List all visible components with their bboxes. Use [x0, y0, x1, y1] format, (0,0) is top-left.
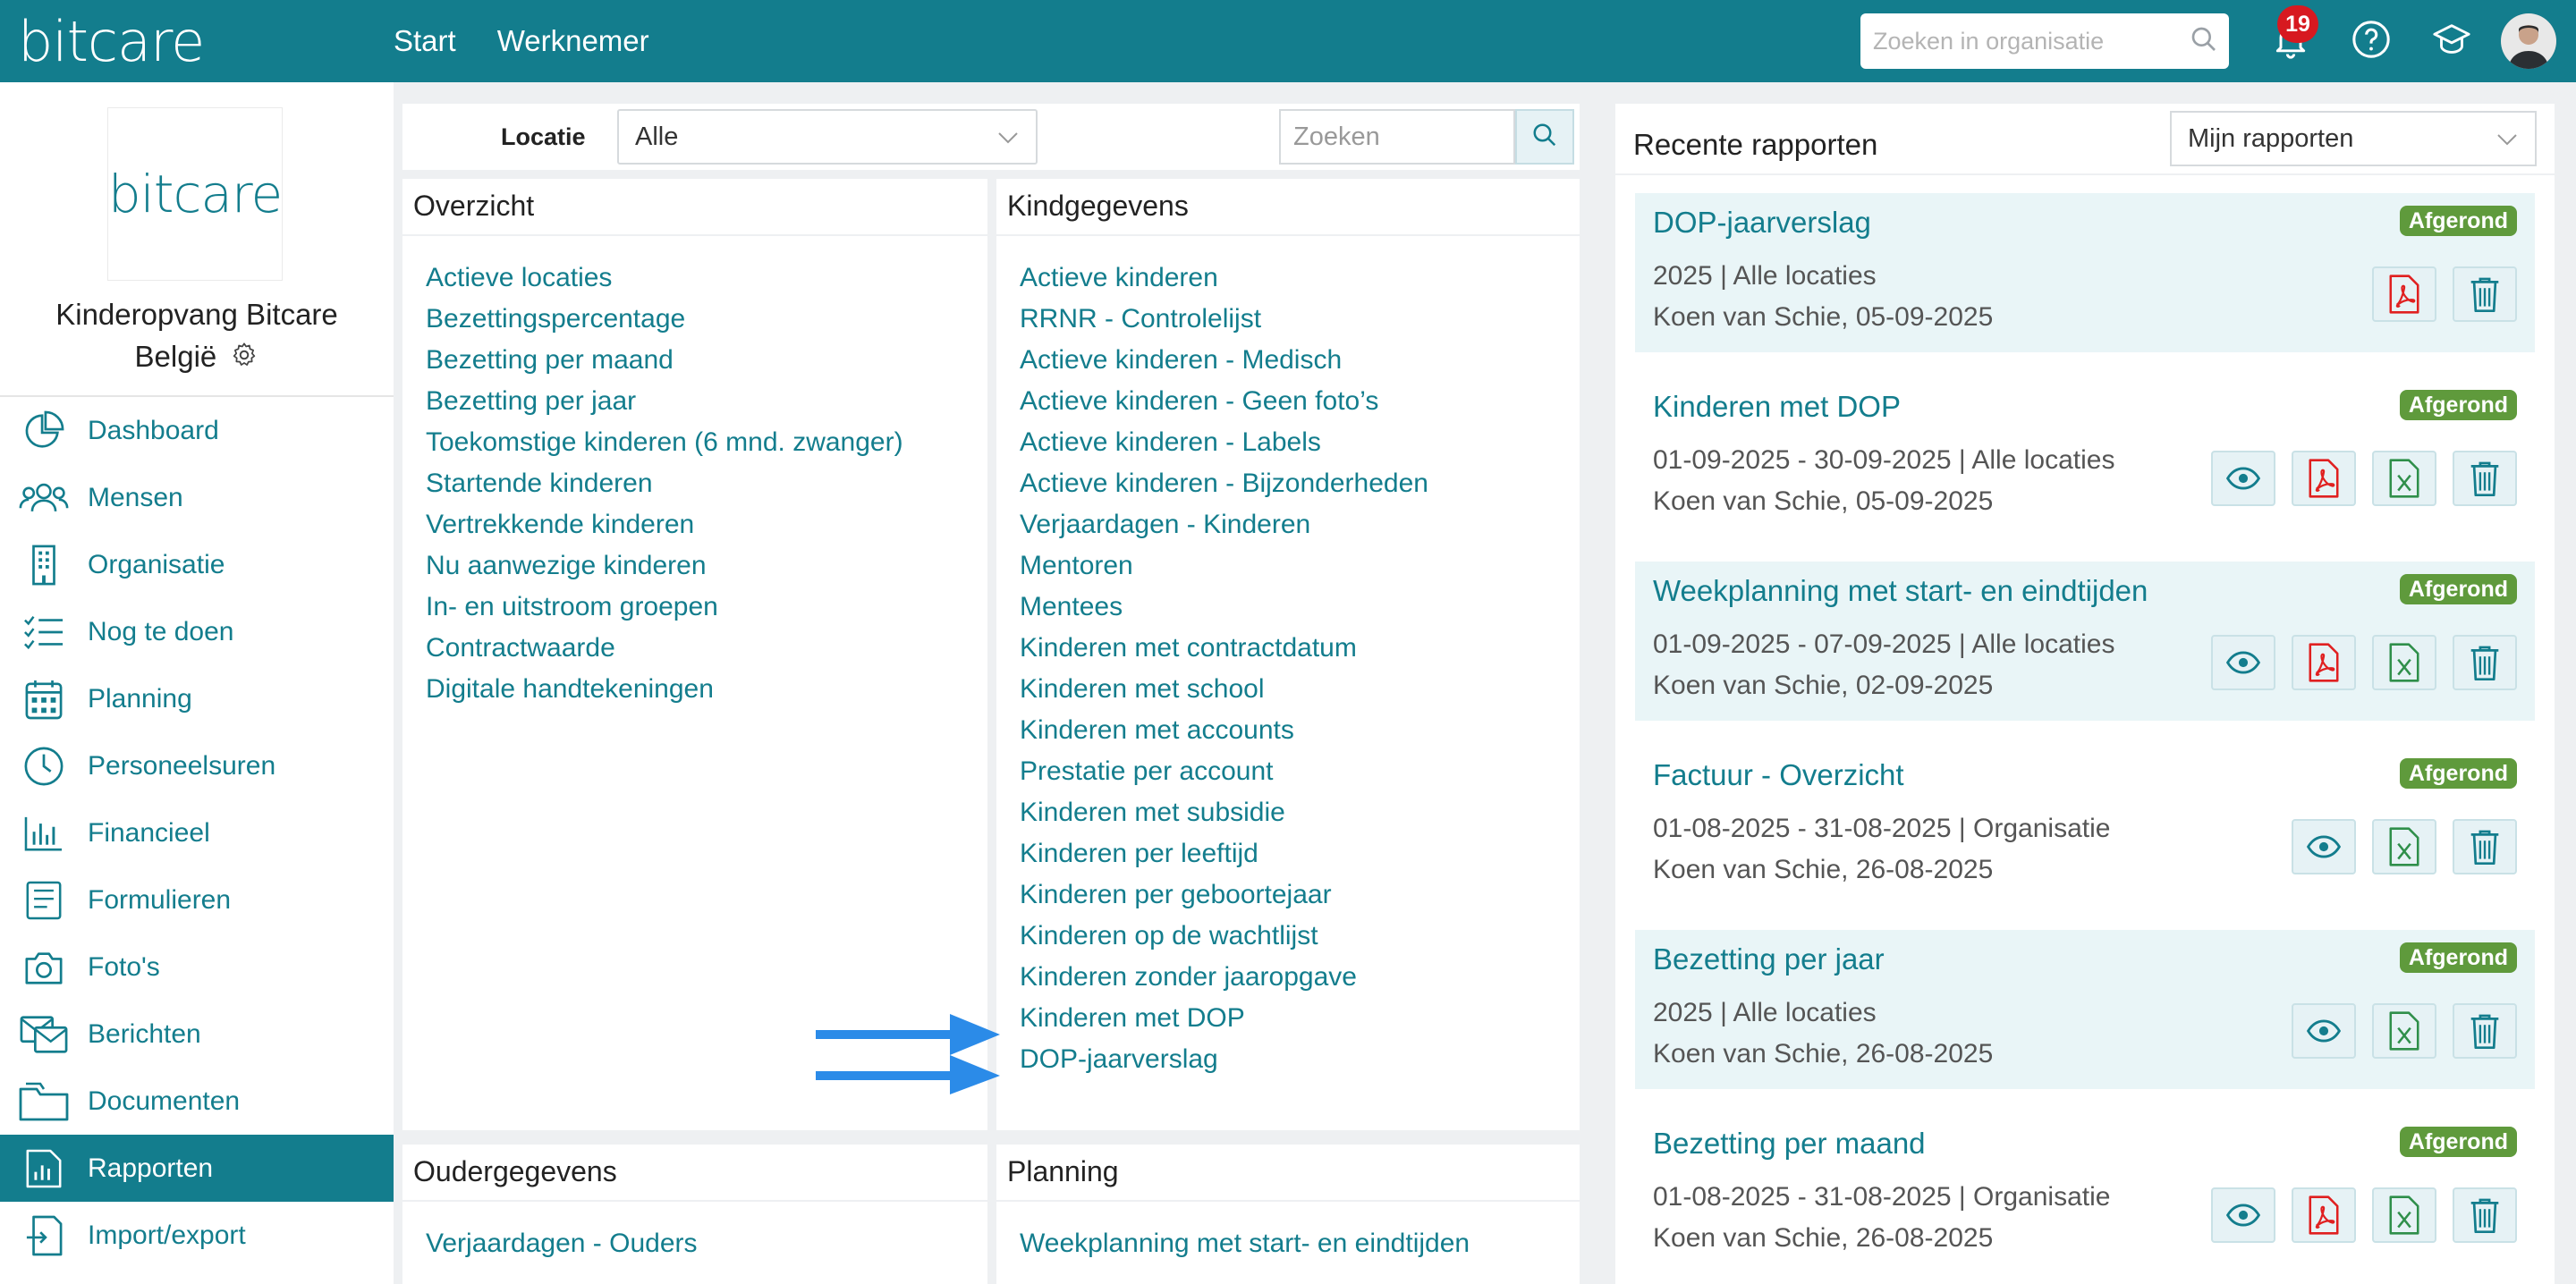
arrow-dop-jaarverslag	[816, 1055, 1000, 1094]
excel-icon	[2389, 827, 2419, 866]
report-actions	[2211, 451, 2517, 506]
trash-icon	[2470, 1012, 2500, 1050]
kindgegevens-title: Kindgegevens	[996, 179, 1580, 236]
sidebar-item-label: Personeelsuren	[88, 750, 276, 781]
report-link[interactable]: Kinderen met school	[1020, 674, 1265, 704]
report-author-date: Koen van Schie, 26-08-2025	[1653, 855, 1994, 884]
folder-icon	[18, 1079, 70, 1124]
report-search-box	[1279, 109, 1515, 165]
sidebar-item-rapporten[interactable]	[0, 1135, 394, 1202]
report-title[interactable]: Weekplanning met start- en eindtijden	[1653, 574, 2148, 607]
report-link[interactable]: Vertrekkende kinderen	[426, 510, 695, 539]
report-link[interactable]: Nu aanwezige kinderen	[426, 551, 707, 580]
report-link[interactable]: Bezettingspercentage	[426, 304, 686, 334]
sidebar-item-label: Mensen	[88, 482, 183, 512]
location-label: Locatie	[501, 123, 586, 150]
pdf-download-button[interactable]	[2292, 451, 2356, 506]
report-link[interactable]: DOP-jaarverslag	[1020, 1044, 1218, 1074]
excel-download-button[interactable]	[2372, 1003, 2436, 1059]
delete-button[interactable]	[2453, 451, 2517, 506]
pdf-icon	[2309, 643, 2339, 682]
delete-button[interactable]	[2453, 266, 2517, 322]
status-badge: Afgerond	[2400, 390, 2517, 420]
oudergegevens-title: Oudergegevens	[402, 1145, 987, 1202]
report-title[interactable]: Factuur - Overzicht	[1653, 758, 1904, 791]
report-link[interactable]: Bezetting per maand	[426, 345, 674, 375]
sidebar-item-label: Foto's	[88, 951, 160, 982]
sidebar-item-label: Organisatie	[88, 549, 225, 579]
reports-filter-value: Mijn rapporten	[2188, 123, 2354, 153]
report-actions	[2372, 266, 2517, 322]
org-name-line2-row	[0, 335, 394, 380]
report-author-date: Koen van Schie, 26-08-2025	[1653, 1223, 1994, 1253]
report-icon	[18, 1146, 70, 1191]
report-link[interactable]: Actieve kinderen - Bijzonderheden	[1020, 469, 1428, 498]
sidebar-item-label: Import/export	[88, 1220, 246, 1250]
report-period: 01-09-2025 - 07-09-2025 | Alle locaties	[1653, 629, 2115, 659]
top-right-tools	[1860, 0, 2576, 82]
report-author-date: Koen van Schie, 26-08-2025	[1653, 1039, 1994, 1069]
arrow-kinderen-met-dop	[816, 1014, 1000, 1055]
planning-title: Planning	[996, 1145, 1580, 1202]
recent-reports-panel	[1615, 104, 2555, 1284]
location-select-value: Alle	[635, 122, 679, 151]
excel-icon	[2389, 1011, 2419, 1051]
report-link[interactable]: Actieve kinderen - Medisch	[1020, 345, 1343, 375]
notification-count-badge: 19	[2277, 5, 2318, 43]
messages-icon	[18, 1012, 70, 1057]
org-logo: bitcare	[107, 107, 283, 281]
report-link[interactable]: Kinderen met contractdatum	[1020, 633, 1357, 663]
report-period: 01-08-2025 - 31-08-2025 | Organisatie	[1653, 814, 2111, 843]
report-link[interactable]: Weekplanning met start- en eindtijden	[1020, 1229, 1470, 1258]
eye-icon	[2226, 651, 2260, 674]
pdf-icon	[2389, 275, 2419, 314]
report-link[interactable]: Digitale handtekeningen	[426, 674, 714, 704]
report-link[interactable]: Mentees	[1020, 592, 1123, 621]
notifications-button[interactable]	[2250, 0, 2331, 82]
sidebar-item-financieel[interactable]	[0, 799, 394, 866]
import-export-icon	[18, 1213, 70, 1258]
report-link[interactable]: Contractwaarde	[426, 633, 615, 663]
report-link[interactable]: Actieve locaties	[426, 263, 613, 292]
report-item	[1635, 746, 2535, 905]
report-actions	[2211, 1187, 2517, 1243]
report-item	[1635, 377, 2535, 536]
nav-werknemer[interactable]: Werknemer	[496, 24, 649, 57]
report-link[interactable]: Actieve kinderen - Labels	[1020, 427, 1321, 457]
annotation-arrows	[816, 1009, 1005, 1094]
status-badge: Afgerond	[2400, 206, 2517, 236]
help-button[interactable]	[2331, 0, 2411, 82]
delete-button[interactable]	[2453, 635, 2517, 690]
pdf-download-button[interactable]	[2292, 635, 2356, 690]
report-link[interactable]: Verjaardagen - Ouders	[426, 1229, 698, 1258]
sidebar-item-label: Formulieren	[88, 884, 232, 915]
sidebar-item-planning[interactable]	[0, 665, 394, 732]
overzicht-list	[402, 236, 987, 710]
report-period: 2025 | Alle locaties	[1653, 261, 1877, 291]
report-link[interactable]: Kinderen met accounts	[1020, 715, 1294, 745]
report-title[interactable]: DOP-jaarverslag	[1653, 206, 1871, 239]
brand-logo[interactable]: bitcare	[18, 8, 205, 74]
sidebar-item-label: Planning	[88, 683, 192, 714]
report-link[interactable]: Startende kinderen	[426, 469, 653, 498]
form-icon	[18, 878, 70, 923]
overzicht-card	[402, 179, 987, 1130]
excel-icon	[2389, 643, 2419, 682]
org-name-line1: Kinderopvang Bitcare	[55, 298, 338, 331]
building-icon	[18, 543, 70, 587]
oudergegevens-list	[402, 1202, 987, 1264]
report-link[interactable]: Kinderen met DOP	[1020, 1003, 1245, 1033]
help-icon	[2351, 19, 2392, 64]
top-bar	[0, 0, 2576, 82]
trash-icon	[2470, 828, 2500, 866]
sidebar-item-formulieren[interactable]	[0, 866, 394, 933]
report-link[interactable]: Kinderen per geboortejaar	[1020, 880, 1332, 909]
delete-button[interactable]	[2453, 1003, 2517, 1059]
sidebar-item-label: Nog te doen	[88, 616, 234, 646]
report-link[interactable]: Actieve kinderen	[1020, 263, 1218, 292]
sidebar-item-dashboard[interactable]	[0, 397, 394, 464]
report-search-button[interactable]	[1515, 109, 1574, 165]
filter-bar	[402, 104, 1580, 170]
trash-icon	[2470, 1196, 2500, 1234]
trash-icon	[2470, 644, 2500, 681]
view-button[interactable]	[2292, 819, 2356, 874]
report-title[interactable]: Bezetting per jaar	[1653, 942, 1885, 976]
top-nav	[394, 24, 649, 58]
reports-filter-select[interactable]	[2170, 111, 2537, 166]
report-link[interactable]: Verjaardagen - Kinderen	[1020, 510, 1311, 539]
report-link[interactable]: Kinderen op de wachtlijst	[1020, 921, 1318, 950]
report-item	[1635, 1114, 2535, 1273]
excel-download-button[interactable]	[2372, 635, 2436, 690]
eye-icon	[2307, 1019, 2341, 1043]
org-search-box	[1860, 13, 2229, 69]
sidebar-item-organisatie[interactable]	[0, 531, 394, 598]
report-link[interactable]: Toekomstige kinderen (6 mnd. zwanger)	[426, 427, 903, 457]
chevron-down-icon	[2496, 124, 2519, 154]
location-select[interactable]	[617, 109, 1038, 165]
sidebar-nav	[0, 395, 394, 1269]
excel-icon	[2389, 459, 2419, 498]
report-actions	[2292, 819, 2517, 874]
clock-icon	[18, 744, 70, 789]
org-search-input[interactable]	[1873, 28, 2190, 55]
report-link[interactable]: Kinderen met subsidie	[1020, 798, 1285, 827]
sidebar-item-documenten[interactable]	[0, 1068, 394, 1135]
sidebar-item-label: Berichten	[88, 1018, 201, 1049]
report-link[interactable]: Kinderen zonder jaaropgave	[1020, 962, 1357, 992]
oudergegevens-card	[402, 1145, 987, 1284]
sidebar-item-personeelsuren[interactable]	[0, 732, 394, 799]
report-link[interactable]: Bezetting per jaar	[426, 386, 637, 416]
checklist-icon	[18, 610, 70, 655]
report-link[interactable]: Prestatie per account	[1020, 756, 1274, 786]
eye-icon	[2226, 467, 2260, 490]
overzicht-title: Overzicht	[402, 179, 987, 236]
org-name	[0, 293, 394, 380]
pie-chart-icon	[18, 409, 70, 453]
camera-icon	[18, 945, 70, 990]
report-title[interactable]: Bezetting per maand	[1653, 1127, 1926, 1160]
planning-card	[996, 1145, 1580, 1284]
sidebar-item-nog-te-doen[interactable]	[0, 598, 394, 665]
pdf-download-button[interactable]	[2292, 1187, 2356, 1243]
trash-icon	[2470, 460, 2500, 497]
sidebar-item-import-export[interactable]	[0, 1202, 394, 1269]
kindgegevens-list	[996, 236, 1580, 1080]
chevron-down-icon	[996, 122, 1020, 152]
pdf-icon	[2309, 1195, 2339, 1235]
nav-start[interactable]: Start	[394, 24, 456, 57]
eye-icon	[2307, 835, 2341, 858]
report-link[interactable]: Kinderen per leeftijd	[1020, 839, 1258, 868]
excel-icon	[2389, 1195, 2419, 1235]
pdf-icon	[2309, 459, 2339, 498]
report-author-date: Koen van Schie, 05-09-2025	[1653, 302, 1994, 332]
delete-button[interactable]	[2453, 1187, 2517, 1243]
sidebar-item-label: Financieel	[88, 817, 210, 848]
sidebar-item-berichten[interactable]	[0, 1001, 394, 1068]
trash-icon	[2470, 275, 2500, 313]
view-button[interactable]	[2211, 1187, 2275, 1243]
sidebar-item-label: Dashboard	[88, 415, 219, 445]
status-badge: Afgerond	[2400, 1127, 2517, 1157]
people-icon	[18, 476, 70, 520]
report-period: 2025 | Alle locaties	[1653, 998, 1877, 1027]
status-badge: Afgerond	[2400, 758, 2517, 789]
status-badge: Afgerond	[2400, 942, 2517, 973]
report-link[interactable]: In- en uitstroom groepen	[426, 592, 718, 621]
report-title[interactable]: Kinderen met DOP	[1653, 390, 1901, 423]
report-author-date: Koen van Schie, 05-09-2025	[1653, 486, 1994, 516]
report-search-input[interactable]	[1293, 122, 1501, 152]
calendar-icon	[18, 677, 70, 722]
sidebar-item-label: Rapporten	[88, 1153, 214, 1183]
view-button[interactable]	[2211, 451, 2275, 506]
excel-download-button[interactable]	[2372, 451, 2436, 506]
report-item	[1635, 193, 2535, 352]
excel-download-button[interactable]	[2372, 1187, 2436, 1243]
planning-list	[996, 1202, 1580, 1264]
pdf-download-button[interactable]	[2372, 266, 2436, 322]
user-avatar[interactable]	[2501, 13, 2556, 69]
report-link[interactable]: RRNR - Controlelijst	[1020, 304, 1262, 334]
search-icon[interactable]	[2190, 25, 2218, 58]
bar-chart-icon	[18, 811, 70, 856]
recent-reports-header	[1615, 104, 2555, 175]
sidebar-item-label: Documenten	[88, 1085, 241, 1116]
academy-button[interactable]	[2411, 0, 2492, 82]
sidebar	[0, 82, 394, 1284]
report-actions	[2292, 1003, 2517, 1059]
search-icon	[1531, 122, 1558, 153]
recent-reports-title: Recente rapporten	[1633, 128, 1878, 161]
report-link[interactable]: Mentoren	[1020, 551, 1133, 580]
eye-icon	[2226, 1204, 2260, 1227]
status-badge: Afgerond	[2400, 574, 2517, 604]
delete-button[interactable]	[2453, 819, 2517, 874]
kindgegevens-card	[996, 179, 1580, 1130]
report-author-date: Koen van Schie, 02-09-2025	[1653, 671, 1994, 700]
report-link[interactable]: Actieve kinderen - Geen foto’s	[1020, 386, 1379, 416]
report-period: 01-09-2025 - 30-09-2025 | Alle locaties	[1653, 445, 2115, 475]
gear-icon[interactable]	[230, 338, 258, 380]
view-button[interactable]	[2292, 1003, 2356, 1059]
graduation-cap-icon	[2431, 19, 2472, 64]
org-name-line2: België	[134, 340, 217, 373]
excel-download-button[interactable]	[2372, 819, 2436, 874]
view-button[interactable]	[2211, 635, 2275, 690]
report-item	[1635, 930, 2535, 1089]
sidebar-item-fotos[interactable]	[0, 933, 394, 1001]
report-period: 01-08-2025 - 31-08-2025 | Organisatie	[1653, 1182, 2111, 1212]
report-item	[1635, 562, 2535, 721]
report-actions	[2211, 635, 2517, 690]
sidebar-item-mensen[interactable]	[0, 464, 394, 531]
